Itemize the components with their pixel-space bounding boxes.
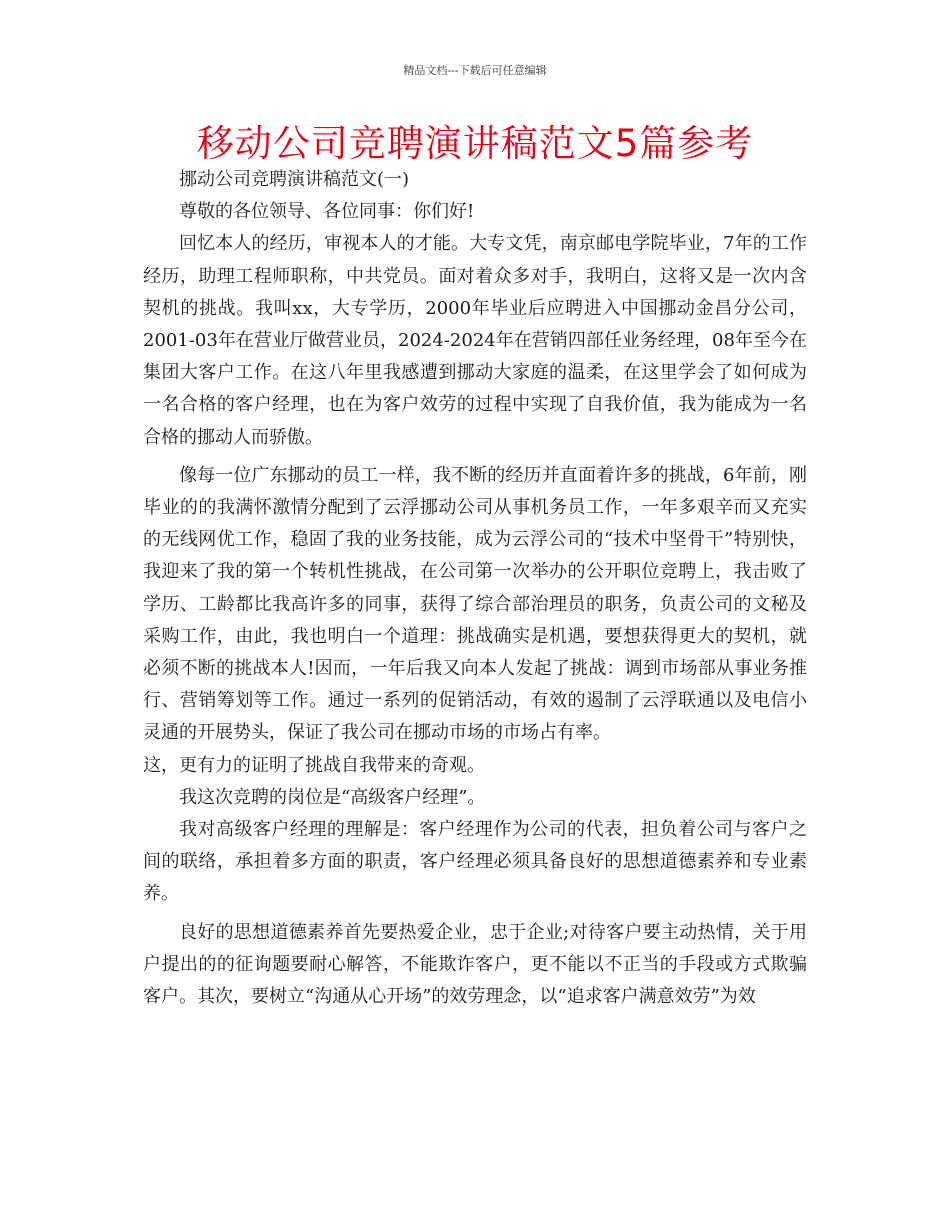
section-heading: 挪动公司竞聘演讲稿范文(一) <box>179 169 410 190</box>
body-paragraph: 我对高级客户经理的理解是：客户经理作为公司的代表，担负着公司与客户之间的联络，承担着多方面的职责，客户经理必须具备良好的思想道德素养和专业素养。 <box>143 819 807 905</box>
body-paragraph: 像每一位广东挪动的员工一样，我不断的经历并直面着许多的挑战，6年前，刚毕业的的我满怀激情分配到了云浮挪动公司从事机务员工作，一年多艰辛而又充实的无线网优工作，稳固了我的业务技能，成为云浮公司的“技术中坚骨干”特别快，我迎来了我的第一个转机性挑战，在公司第一次举办的公开职位竞聘上，我击败了学历、工龄都比我高许多的同事，获得了综合部治理员的职务，负责公司的文秘及采购工作，由此，我也明白一个道理：挑战确实是机遇，要想获得更大的契机，就必须不断的挑战本人!因而，一年后我又向本人发起了挑战：调到市场部从事业务推行、营销筹划等工作。通过一系列的促销活动，有效的遏制了云浮联通以及电信小灵通的开展势头，保证了我公司在挪动市场的市场占有率。 <box>143 464 807 744</box>
document-title: 移动公司竞聘演讲稿范文5篇参考 <box>196 122 754 165</box>
body-paragraph: 我这次竞聘的岗位是“高级客户经理”。 <box>179 786 486 808</box>
document-body <box>143 164 807 1013</box>
body-paragraph: 这，更有力的证明了挑战自我带来的奇观。 <box>143 754 485 776</box>
greeting-paragraph: 尊敬的各位领导、各位同事：你们好! <box>179 201 475 223</box>
body-paragraph: 良好的思想道德素养首先要热爱企业，忠于企业;对待客户要主动热情，关于用户提出的的征询题要耐心解答，不能欺诈客户，更不能以不正当的手段或方式欺骗客户。其次，要树立“沟通从心开场”的效劳理念，以“追求客户满意效劳”为效 <box>143 921 807 1008</box>
header-note: 精品文档---下载后可任意编辑 <box>403 64 547 77</box>
body-paragraph: 回忆本人的经历，审视本人的才能。大专文凭，南京邮电学院毕业，7年的工作经历，助理工程师职称，中共党员。面对着众多对手，我明白，这将又是一次内含契机的挑战。我叫xx，大专学历，2000年毕业后应聘进入中国挪动金昌分公司，2001-03年在营业厅做营业员，2024-2024年在营销四部任业务经理，08年至今在集团大客户工作。在这八年里我感遭到挪动大家庭的温柔，在这里学会了如何成为一名合格的客户经理，也在为客户效劳的过程中实现了自我价值，我为能成为一名合格的挪动人而骄傲。 <box>143 233 807 448</box>
